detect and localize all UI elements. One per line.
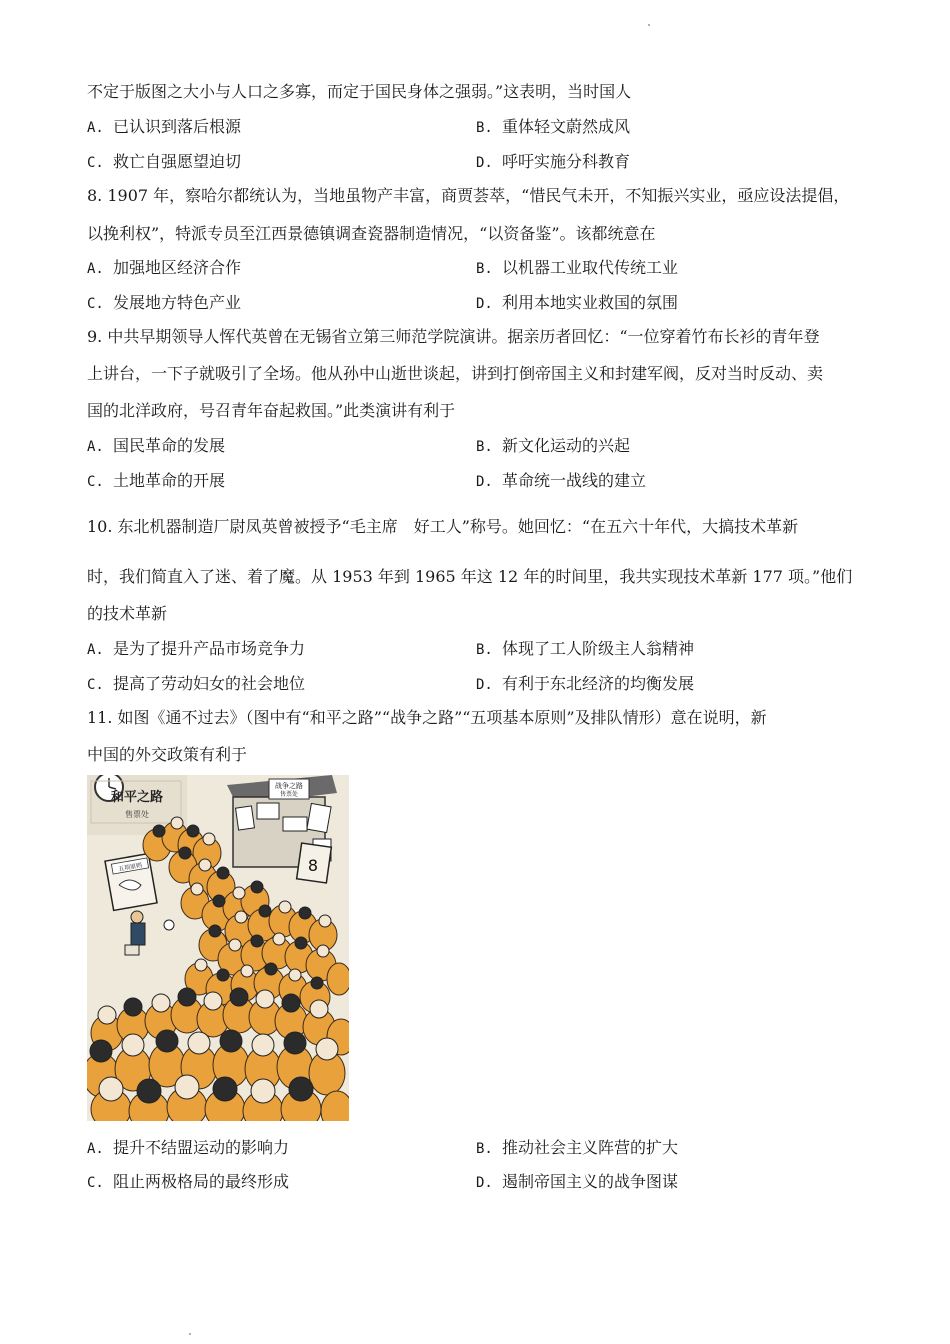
- q10-option-d[interactable]: [476, 674, 694, 695]
- q11-option-c[interactable]: [87, 1172, 289, 1193]
- q7-stem-tail: 不定于版图之大小与人口之多寡，而定于国民身体之强弱。”这表明，当时国人: [87, 82, 632, 101]
- option-text: 推动社会主义阵营的扩大: [502, 1138, 679, 1157]
- option-key: C.: [87, 1175, 104, 1191]
- q9-option-a[interactable]: [87, 436, 225, 457]
- option-text: 有利于东北经济的均衡发展: [502, 674, 695, 693]
- war-road-sign: 战争之路: [275, 782, 303, 790]
- decorative-dot-bottom: [189, 1333, 191, 1335]
- option-key: B.: [476, 261, 493, 277]
- q11-option-a[interactable]: [87, 1138, 289, 1159]
- q8-option-b[interactable]: [476, 258, 678, 279]
- q9-option-c[interactable]: [87, 471, 225, 492]
- option-text: 已认识到落后根源: [113, 117, 242, 136]
- q8-stem-line-2: 以挽利权”，特派专员至江西景德镇调查瓷器制造情况，“以资备鉴”。该都统意在: [87, 224, 656, 243]
- option-key: B.: [476, 439, 493, 455]
- option-key: C.: [87, 155, 104, 171]
- option-text: 提升不结盟运动的影响力: [113, 1138, 290, 1157]
- option-key: A.: [87, 1141, 104, 1157]
- option-text: 加强地区经济合作: [113, 258, 242, 277]
- q9-option-d[interactable]: [476, 471, 646, 492]
- option-key: D.: [476, 474, 493, 490]
- decorative-dot-top: [648, 24, 650, 26]
- q8-option-d[interactable]: [476, 293, 678, 314]
- q10-stem-line-1: 10. 东北机器制造厂尉凤英曾被授予“毛主席 好工人”称号。她回忆：“在五六十年代，大搞技术革新: [87, 517, 799, 536]
- cartoon-svg: [87, 775, 349, 1121]
- q7-option-d[interactable]: [476, 152, 630, 173]
- option-text: 遏制帝国主义的战争图谋: [502, 1172, 679, 1191]
- option-text: 呼吁实施分科教育: [502, 152, 631, 171]
- cartoon-illustration: [87, 775, 349, 1121]
- svg-text:8: 8: [307, 856, 319, 875]
- q7-option-b[interactable]: [476, 117, 630, 138]
- option-key: B.: [476, 1141, 493, 1157]
- q10-option-b[interactable]: [476, 639, 694, 660]
- option-text: 土地革命的开展: [113, 471, 226, 490]
- option-text: 新文化运动的兴起: [502, 436, 631, 455]
- option-text: 发展地方特色产业: [113, 293, 242, 312]
- option-key: A.: [87, 120, 104, 136]
- option-text: 国民革命的发展: [113, 436, 226, 455]
- option-key: D.: [476, 677, 493, 693]
- option-key: C.: [87, 296, 104, 312]
- option-text: 以机器工业取代传统工业: [502, 258, 679, 277]
- q7-option-c[interactable]: [87, 152, 241, 173]
- option-key: A.: [87, 642, 104, 658]
- q8-option-c[interactable]: [87, 293, 241, 314]
- q8-option-a[interactable]: [87, 258, 241, 279]
- q11-option-b[interactable]: [476, 1138, 678, 1159]
- q10-option-a[interactable]: [87, 639, 305, 660]
- q11-stem-line-1: 11. 如图《通不过去》（图中有“和平之路”“战争之路”“五项基本原则”及排队情形）意在说明，新: [87, 708, 767, 727]
- option-text: 救亡自强愿望迫切: [113, 152, 242, 171]
- q8-stem-line-1: 8. 1907 年，察哈尔都统认为，当地虽物产丰富，商贾荟萃，“惜民气未开，不知振兴实业，亟应设法提倡，: [87, 186, 850, 205]
- option-key: C.: [87, 474, 104, 490]
- option-text: 提高了劳动妇女的社会地位: [113, 674, 306, 693]
- option-text: 重体轻文蔚然成风: [502, 117, 631, 136]
- option-key: B.: [476, 642, 493, 658]
- option-key: C.: [87, 677, 104, 693]
- principles-sign: 五项原则: [117, 861, 143, 874]
- war-road-subsign: 售票处: [279, 791, 299, 798]
- q10-stem-line-3: 的技术革新: [87, 604, 168, 623]
- option-key: A.: [87, 261, 104, 277]
- q9-stem-line-1: 9. 中共早期领导人恽代英曾在无锡省立第三师范学院演讲。据亲历者回忆：“一位穿着竹布长衫的青年登: [87, 327, 820, 346]
- peace-road-subsign: 售票处: [125, 810, 149, 819]
- q9-stem-line-2: 上讲台，一下子就吸引了全场。他从孙中山逝世谈起，讲到打倒帝国主义和封建军阀，反对当时反动、卖: [87, 364, 824, 383]
- q11-stem-line-2: 中国的外交政策有利于: [87, 745, 248, 764]
- option-key: D.: [476, 296, 493, 312]
- option-text: 利用本地实业救国的氛围: [502, 293, 679, 312]
- option-key: A.: [87, 439, 104, 455]
- option-key: D.: [476, 155, 493, 171]
- q9-option-b[interactable]: [476, 436, 630, 457]
- peace-road-sign: 和平之路: [110, 790, 164, 805]
- q11-option-d[interactable]: [476, 1172, 678, 1193]
- q7-option-a[interactable]: [87, 117, 241, 138]
- q10-option-c[interactable]: [87, 674, 305, 695]
- q10-stem-line-2: 时，我们简直入了迷、着了魔。从 1953 年到 1965 年这 12 年的时间里，我共实现技术革新 177 项。”他们: [87, 567, 853, 586]
- option-key: D.: [476, 1175, 493, 1191]
- q9-stem-line-3: 国的北洋政府，号召青年奋起救国。”此类演讲有利于: [87, 401, 456, 420]
- option-text: 革命统一战线的建立: [502, 471, 647, 490]
- option-text: 是为了提升产品市场竞争力: [113, 639, 306, 658]
- option-key: B.: [476, 120, 493, 136]
- option-text: 阻止两极格局的最终形成: [113, 1172, 290, 1191]
- option-text: 体现了工人阶级主人翁精神: [502, 639, 695, 658]
